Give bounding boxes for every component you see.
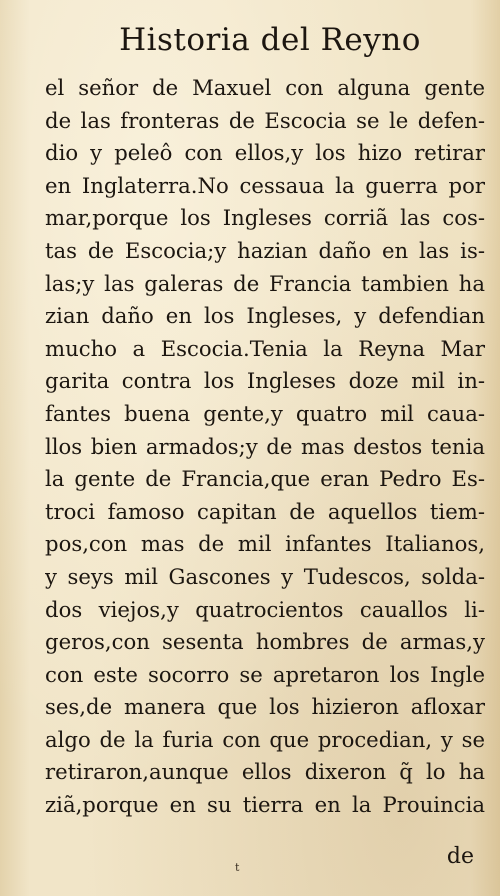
text-line: mar,porque los Ingleses corriã las cos- bbox=[45, 205, 485, 231]
text-line: pos,con mas de mil infantes Italianos, bbox=[45, 531, 485, 557]
text-line: tas de Escocia;y hazian daño en las is- bbox=[45, 237, 485, 263]
text-line: con este socorro se apretaron los Ingle bbox=[45, 661, 485, 687]
text-line: algo de la furia con que procedian, y se bbox=[45, 726, 485, 752]
text-line: ziã,porque en su tierra en la Prouincia bbox=[45, 792, 485, 818]
text-line: dos viejos,y quatrocientos cauallos li- bbox=[45, 596, 485, 622]
text-line: el señor de Maxuel con alguna gente bbox=[45, 75, 485, 100]
running-head: Historia del Reyno bbox=[119, 22, 421, 58]
text-line: dio y peleô con ellos,y los hizo retirar bbox=[45, 140, 485, 166]
text-line: de las fronteras de Escocia se le defen- bbox=[45, 107, 485, 133]
text-line: ses,de manera que los hizieron afloxar bbox=[45, 694, 485, 720]
signature-mark: t bbox=[235, 861, 240, 874]
text-line: las;y las galeras de Francia tambien ha bbox=[45, 270, 485, 296]
text-line: y seys mil Gascones y Tudescos, solda- bbox=[45, 563, 485, 589]
text-line: geros,con sesenta hombres de armas,y bbox=[45, 629, 485, 655]
text-line: en Inglaterra.No cessaua la guerra por bbox=[45, 172, 485, 198]
text-line: troci famoso capitan de aquellos tiem- bbox=[45, 498, 485, 524]
text-line: llos bien armados;y de mas destos tenia bbox=[45, 433, 485, 459]
catchword: de bbox=[446, 844, 474, 869]
text-line: retiraron,aunque ellos dixeron q̃ lo ha bbox=[45, 759, 485, 785]
text-line: fantes buena gente,y quatro mil caua- bbox=[45, 400, 485, 426]
text-line: garita contra los Ingleses doze mil in- bbox=[45, 368, 485, 394]
text-line: la gente de Francia,que eran Pedro Es- bbox=[45, 466, 485, 492]
text-line: mucho a Escocia.Tenia la Reyna Mar bbox=[45, 335, 485, 361]
text-block bbox=[45, 72, 485, 822]
text-line: zian daño en los Ingleses, y defendian bbox=[45, 303, 485, 329]
